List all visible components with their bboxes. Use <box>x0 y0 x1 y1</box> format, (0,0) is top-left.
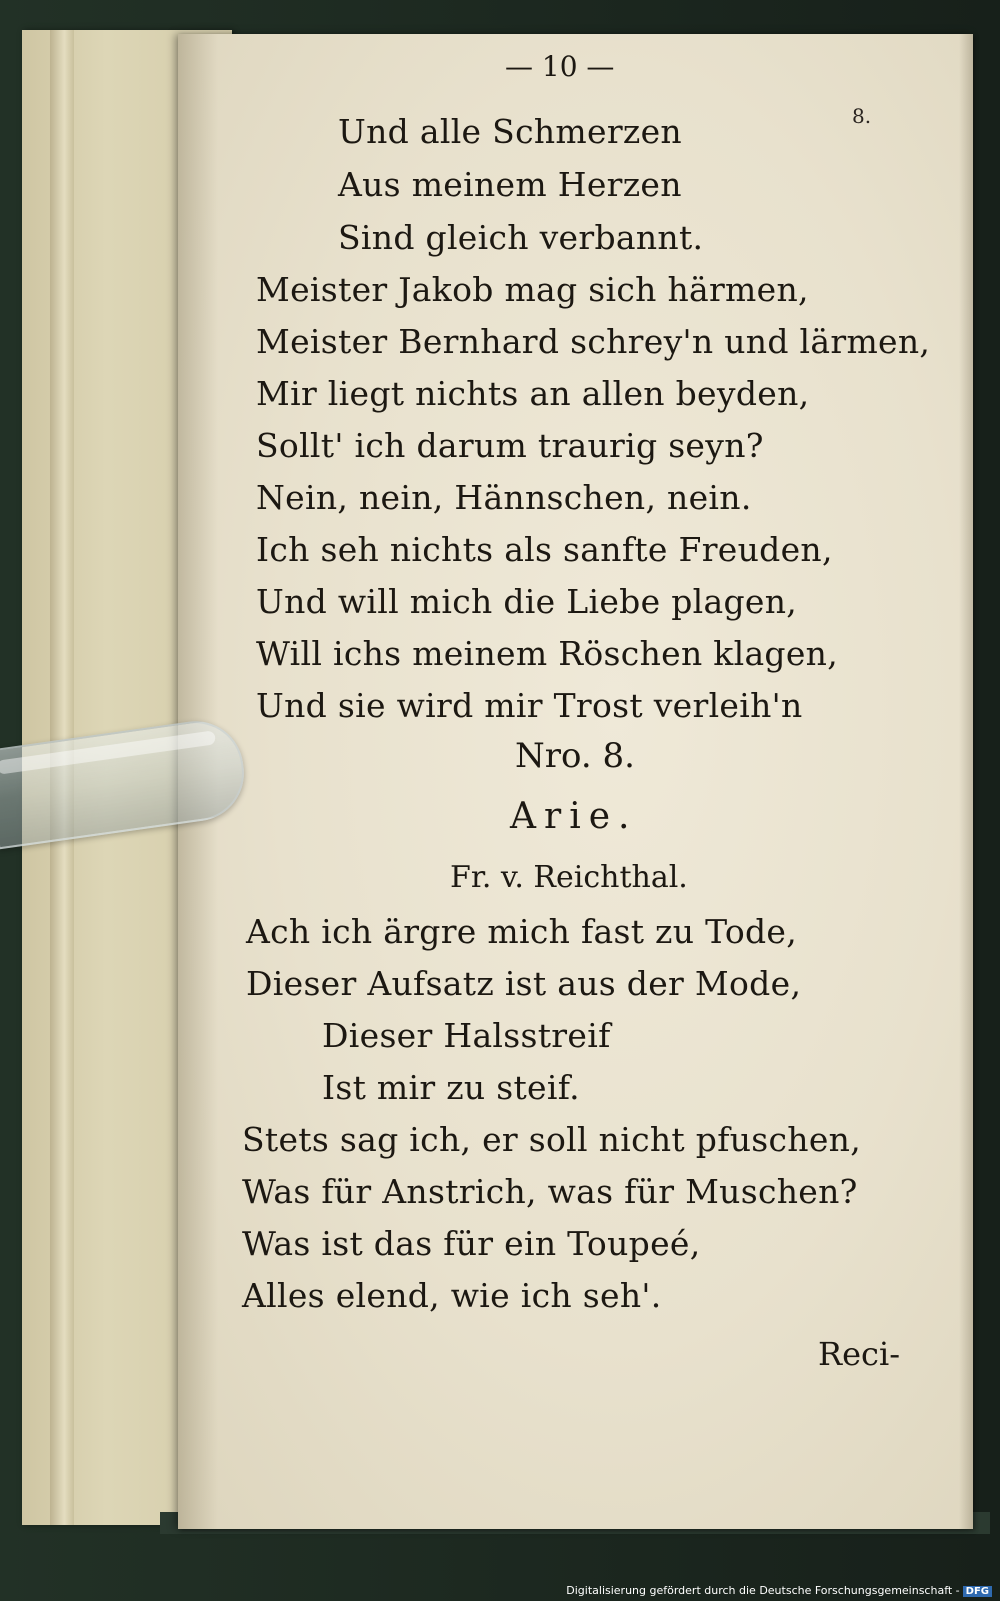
footer-credit <box>566 1584 992 1597</box>
verse-line: Meister Jakob mag sich härmen, <box>256 270 809 309</box>
verse-line: Stets sag ich, er soll nicht pfuschen, <box>242 1120 861 1159</box>
verse-line: Alles elend, wie ich seh'. <box>242 1276 662 1315</box>
page-number: — 10 — <box>505 50 615 83</box>
verse-line: Will ichs meinem Röschen klagen, <box>256 634 839 673</box>
verse-line: Was für Anstrich, was für Muschen? <box>242 1172 858 1211</box>
dfg-logo: DFG <box>963 1586 992 1597</box>
section-title: Arie. <box>510 796 638 837</box>
catchword: Reci- <box>818 1335 900 1373</box>
verse-line: Meister Bernhard schrey'n und lärmen, <box>256 322 931 361</box>
section-number: Nro. 8. <box>515 736 635 776</box>
verse-line: Und will mich die Liebe plagen, <box>256 582 798 621</box>
footer-text: Digitalisierung gefördert durch die Deutsche Forschungsgemeinschaft - <box>566 1584 960 1597</box>
speaker-name: Fr. v. Reichthal. <box>450 860 688 895</box>
verse-line: Und alle Schmerzen <box>338 112 682 151</box>
verse-line: Sollt' ich darum traurig seyn? <box>256 426 764 465</box>
verse-line: Ich seh nichts als sanfte Freuden, <box>256 530 833 569</box>
verse-line: Ach ich ärgre mich fast zu Tode, <box>246 912 798 951</box>
verse-line: Was ist das für ein Toupeé, <box>242 1224 701 1263</box>
verse-line: Dieser Aufsatz ist aus der Mode, <box>246 964 802 1003</box>
corner-mark: 8. <box>852 104 872 128</box>
page-right-edge <box>959 34 973 1529</box>
verse-line: Ist mir zu steif. <box>322 1068 580 1107</box>
verse-line: Und sie wird mir Trost verleih'n <box>256 686 803 725</box>
verse-line: Aus meinem Herzen <box>338 165 682 204</box>
verse-line: Mir liegt nichts an allen beyden, <box>256 374 810 413</box>
verse-line: Dieser Halsstreif <box>322 1016 611 1055</box>
verse-line: Sind gleich verbannt. <box>338 218 704 257</box>
verse-line: Nein, nein, Hännschen, nein. <box>256 478 752 517</box>
